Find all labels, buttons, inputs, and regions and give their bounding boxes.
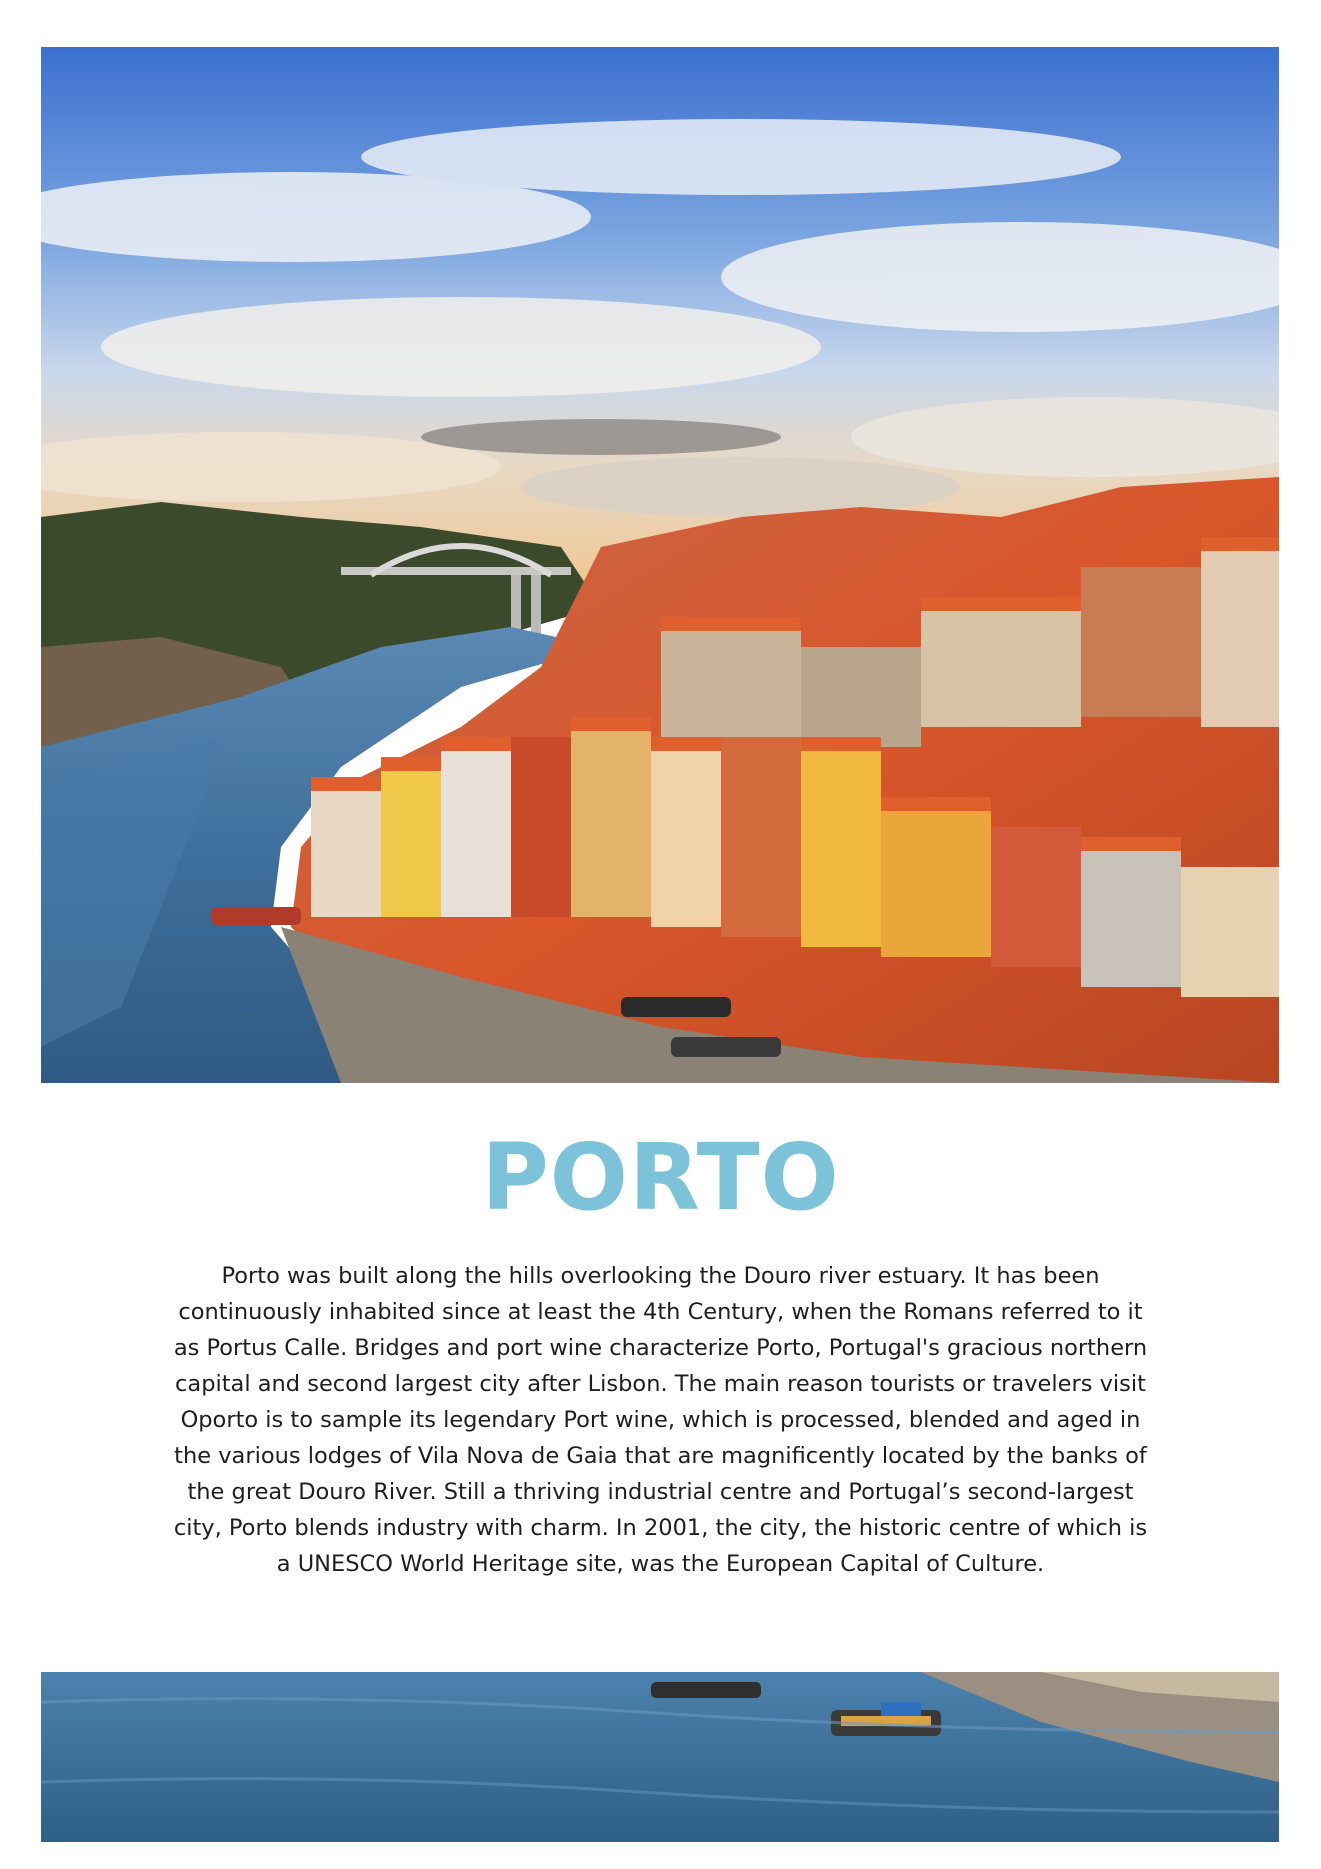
page-title: PORTO <box>481 1124 840 1231</box>
douro-riverside-illustration <box>41 1672 1279 1842</box>
description-paragraph: Porto was built along the hills overlooking the Douro river estuary. It has been continuously inhabited since at least the 4th Century, when the Romans referred to it as Portus Calle. Bridges and port wine characterize Porto, Portugal's gracious northern capital and second largest city after Lisbon. The main reason tourists or travelers visit Oporto is to sample its legendary Port wine, which is processed, blended and aged in the various lodges of Vila Nova de Gaia that are magnificently located by the banks of the great Douro River. Still a thriving industrial centre and Portugal’s second-largest city, Porto blends industry with charm. In 2001, the city, the historic centre of which is a UNESCO World Heritage site, was the European Capital of Culture. <box>173 1263 1148 1577</box>
hero-photo <box>41 47 1279 1083</box>
footer-photo <box>41 1672 1279 1842</box>
porto-cityscape-illustration <box>41 47 1279 1083</box>
